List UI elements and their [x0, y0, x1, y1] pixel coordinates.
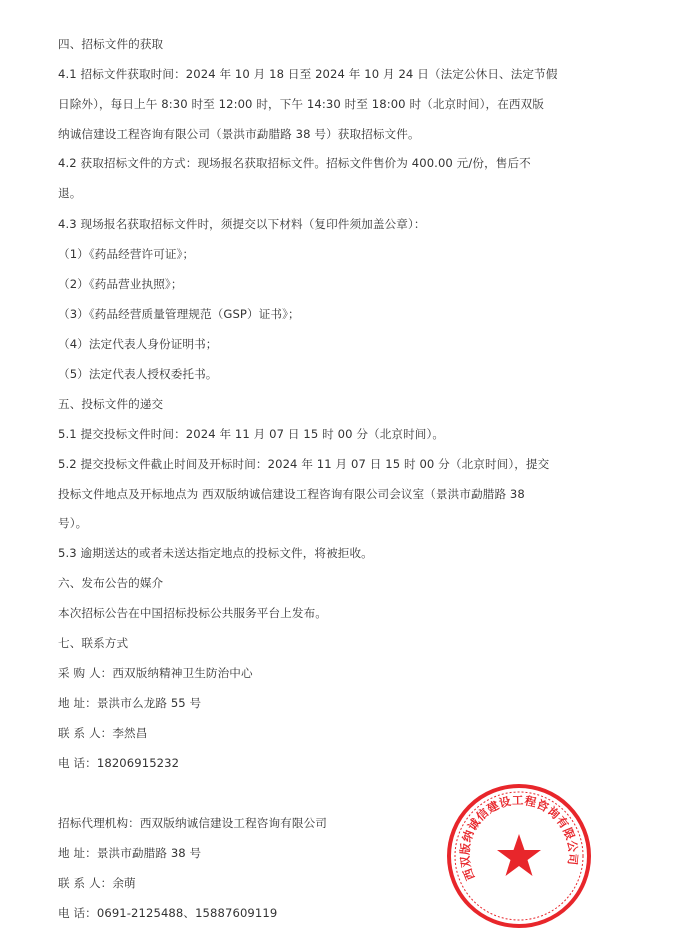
clause-4-1-line-2: 日除外），每日上午 8:30 时至 12:00 时，下午 14:30 时至 18:00 时（北京时间），在西双版	[58, 97, 544, 111]
media-statement: 本次招标公告在中国招标投标公共服务平台上发布。	[58, 606, 327, 620]
section-heading-7: 七、联系方式	[58, 636, 129, 650]
seal-star-icon	[497, 834, 541, 876]
clause-5-1: 5.1 提交投标文件时间：2024 年 11 月 07 日 15 时 00 分（北京时间）。	[58, 427, 445, 441]
section-heading-5: 五、投标文件的递交	[58, 397, 164, 411]
purchaser-phone: 电 话：18206915232	[58, 756, 180, 770]
agency-phone: 电 话：0691-2125488、15887609119	[58, 906, 278, 920]
section-heading-4: 四、招标文件的获取	[58, 37, 164, 51]
seal-text: 西双版纳诚信建设工程咨询有限公司	[457, 793, 581, 883]
clause-5-2-line-3: 号）。	[58, 516, 88, 530]
material-item-1: （1）《药品经营许可证》；	[58, 247, 195, 261]
purchaser-contact: 联 系 人：李然昌	[58, 726, 148, 740]
company-seal	[445, 782, 593, 930]
purchaser-name: 采 购 人：西双版纳精神卫生防治中心	[58, 666, 253, 680]
clause-4-1-line-1: 4.1 招标文件获取时间：2024 年 10 月 18 日至 2024 年 10 月 24 日（法定公休日、法定节假	[58, 67, 558, 81]
purchaser-address: 地 址：景洪市么龙路 55 号	[58, 696, 202, 710]
clause-5-3: 5.3 逾期送达的或者未送达指定地点的投标文件，将被拒收。	[58, 546, 373, 560]
clause-4-3: 4.3 现场报名获取招标文件时，须提交以下材料（复印件须加盖公章）：	[58, 217, 426, 231]
clause-4-1-line-3: 纳诚信建设工程咨询有限公司（景洪市勐腊路 38 号）获取招标文件。	[58, 127, 420, 141]
clause-4-2-line-2: 退。	[58, 186, 82, 200]
agency-name: 招标代理机构：西双版纳诚信建设工程咨询有限公司	[58, 816, 327, 830]
clause-5-2-line-1: 5.2 提交投标文件截止时间及开标时间：2024 年 11 月 07 日 15 时 00 分（北京时间），提交	[58, 457, 550, 471]
material-item-2: （2）《药品营业执照》；	[58, 277, 183, 291]
material-item-4: （4）法定代表人身份证明书；	[58, 337, 218, 351]
agency-address: 地 址：景洪市勐腊路 38 号	[58, 846, 202, 860]
section-heading-6: 六、发布公告的媒介	[58, 576, 164, 590]
clause-5-2-line-2: 投标文件地点及开标地点为 西双版纳诚信建设工程咨询有限公司会议室（景洪市勐腊路 38	[58, 487, 525, 501]
clause-4-2-line-1: 4.2 获取招标文件的方式：现场报名获取招标文件。招标文件售价为 400.00 元/份，售后不	[58, 156, 531, 170]
material-item-3: （3）《药品经营质量管理规范（GSP）证书》；	[58, 307, 300, 321]
agency-contact: 联 系 人：余萌	[58, 876, 136, 890]
material-item-5: （5）法定代表人授权委托书。	[58, 367, 218, 381]
